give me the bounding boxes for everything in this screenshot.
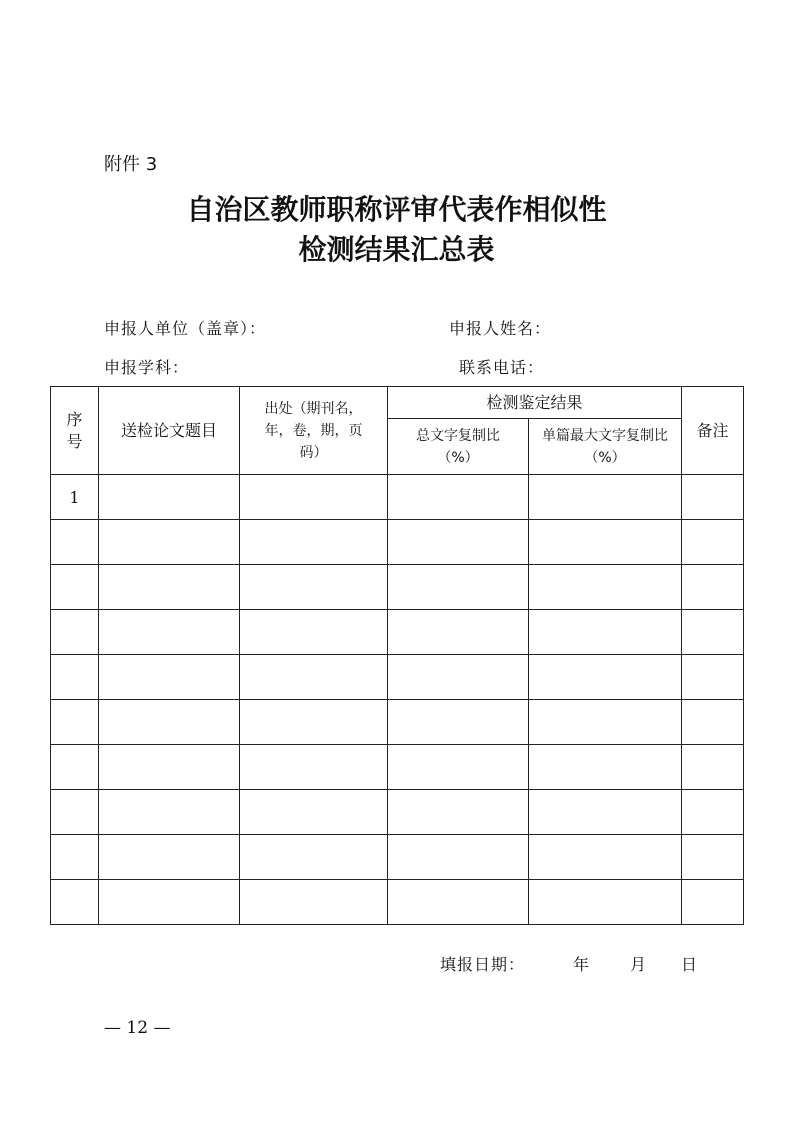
table-cell-remarks[interactable] — [682, 700, 744, 745]
table-cell-title[interactable] — [99, 835, 240, 880]
table-cell-total[interactable] — [388, 880, 529, 925]
fill-date-month: 月 — [630, 955, 648, 974]
table-cell-source[interactable] — [240, 520, 388, 565]
table-cell-max[interactable] — [529, 655, 682, 700]
table-cell-title[interactable] — [99, 745, 240, 790]
table-cell-max[interactable] — [529, 610, 682, 655]
table-cell-index[interactable] — [51, 520, 99, 565]
table-cell-total[interactable] — [388, 790, 529, 835]
table-cell-source[interactable] — [240, 880, 388, 925]
header-max-ratio — [529, 419, 682, 475]
table-cell-source[interactable] — [240, 610, 388, 655]
header-remarks: 备注 — [682, 387, 744, 475]
table-cell-index[interactable] — [51, 745, 99, 790]
table-cell-source[interactable] — [240, 700, 388, 745]
header-index-text: 序号 — [66, 409, 83, 451]
applicant-name-label: 申报人姓名： — [449, 319, 552, 338]
table-cell-remarks[interactable] — [682, 835, 744, 880]
table-row — [51, 745, 744, 790]
table-cell-total[interactable] — [388, 475, 529, 520]
table-cell-max[interactable] — [529, 565, 682, 610]
table-cell-title[interactable] — [99, 655, 240, 700]
table-cell-remarks[interactable] — [682, 520, 744, 565]
table-row — [51, 835, 744, 880]
table-cell-source[interactable] — [240, 835, 388, 880]
table-cell-source[interactable] — [240, 565, 388, 610]
header-paper-title: 送检论文题目 — [99, 387, 240, 475]
table-cell-remarks[interactable] — [682, 475, 744, 520]
table-cell-total[interactable] — [388, 565, 529, 610]
table-cell-max[interactable] — [529, 790, 682, 835]
applicant-subject-label: 申报学科： — [104, 358, 190, 377]
table-cell-index[interactable] — [51, 790, 99, 835]
table-row — [51, 475, 744, 520]
table-cell-index[interactable] — [51, 880, 99, 925]
header-total-ratio — [388, 419, 529, 475]
table-cell-remarks[interactable] — [682, 565, 744, 610]
table-cell-index[interactable] — [51, 565, 99, 610]
document-title-line-1: 自治区教师职称评审代表作相似性 — [186, 193, 607, 226]
table-cell-source[interactable] — [240, 790, 388, 835]
page-number: — 12 — — [104, 1018, 171, 1038]
table-row — [51, 790, 744, 835]
header-index — [51, 387, 99, 475]
header-result-group: 检测鉴定结果 — [388, 387, 682, 419]
table-cell-remarks[interactable] — [682, 880, 744, 925]
header-max-ratio-text: 单篇最大文字复制比（%） — [542, 427, 668, 466]
table-row — [51, 655, 744, 700]
table-row — [51, 700, 744, 745]
table-cell-max[interactable] — [529, 475, 682, 520]
table-row — [51, 565, 744, 610]
table-cell-title[interactable] — [99, 700, 240, 745]
table-cell-total[interactable] — [388, 835, 529, 880]
table-cell-total[interactable] — [388, 520, 529, 565]
table-cell-remarks[interactable] — [682, 745, 744, 790]
contact-phone-label: 联系电话： — [459, 358, 545, 377]
table-cell-max[interactable] — [529, 520, 682, 565]
fill-date-line — [440, 952, 698, 975]
table-cell-index[interactable] — [51, 610, 99, 655]
table-cell-title[interactable] — [99, 475, 240, 520]
table-cell-title[interactable] — [99, 790, 240, 835]
attachment-label: 附件 3 — [104, 154, 158, 175]
table-row — [51, 880, 744, 925]
table-cell-source[interactable] — [240, 475, 388, 520]
table-cell-max[interactable] — [529, 880, 682, 925]
table-cell-index[interactable]: 1 — [51, 475, 99, 520]
table-cell-source[interactable] — [240, 745, 388, 790]
fill-date-day: 日 — [681, 955, 699, 974]
header-source-text: 出处（期刊名，年，卷，期，页码） — [264, 400, 363, 461]
table-cell-max[interactable] — [529, 700, 682, 745]
table-cell-remarks[interactable] — [682, 610, 744, 655]
table-cell-index[interactable] — [51, 700, 99, 745]
table-row — [51, 520, 744, 565]
table-cell-title[interactable] — [99, 520, 240, 565]
summary-table — [50, 386, 744, 925]
table-cell-total[interactable] — [388, 745, 529, 790]
applicant-unit-label: 申报人单位（盖章）： — [104, 319, 267, 338]
document-title-line-2: 检测结果汇总表 — [298, 233, 495, 266]
table-cell-index[interactable] — [51, 835, 99, 880]
table-cell-index[interactable] — [51, 655, 99, 700]
table-cell-title[interactable] — [99, 610, 240, 655]
table-cell-total[interactable] — [388, 655, 529, 700]
fill-date-label: 填报日期： — [440, 955, 526, 974]
table-cell-total[interactable] — [388, 610, 529, 655]
table-row — [51, 610, 744, 655]
table-cell-remarks[interactable] — [682, 790, 744, 835]
table-cell-title[interactable] — [99, 880, 240, 925]
header-total-ratio-text: 总文字复制比（%） — [416, 427, 500, 466]
table-cell-max[interactable] — [529, 745, 682, 790]
header-source — [240, 387, 388, 475]
fill-date-year: 年 — [573, 955, 591, 974]
table-cell-max[interactable] — [529, 835, 682, 880]
table-cell-total[interactable] — [388, 700, 529, 745]
table-cell-source[interactable] — [240, 655, 388, 700]
table-cell-remarks[interactable] — [682, 655, 744, 700]
table-cell-title[interactable] — [99, 565, 240, 610]
